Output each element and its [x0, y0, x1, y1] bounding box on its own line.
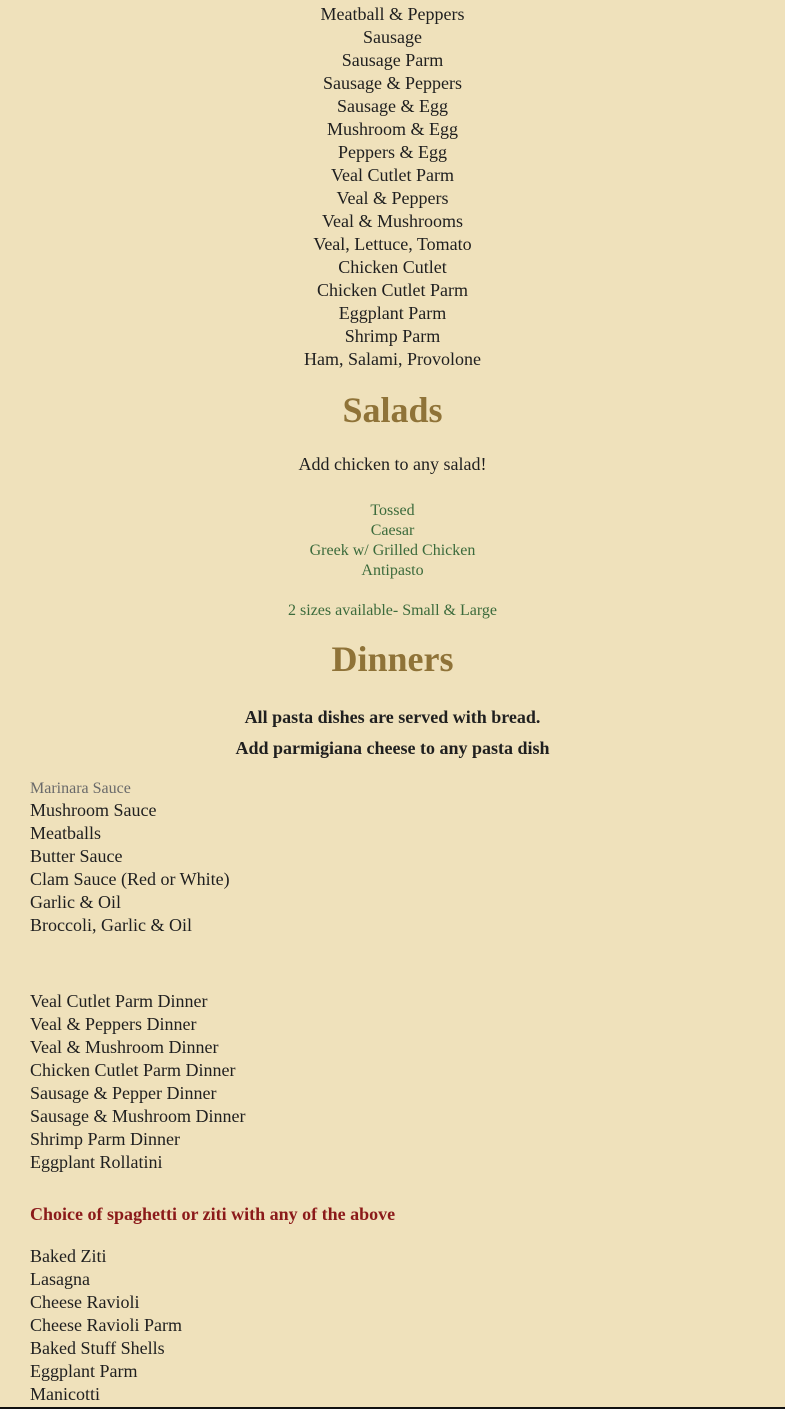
list-item: Veal, Lettuce, Tomato: [313, 234, 472, 254]
list-item: Meatballs: [30, 823, 101, 843]
list-item: Eggplant Rollatini: [30, 1152, 163, 1172]
cheese-note: Add parmigiana cheese to any pasta dish: [235, 738, 550, 758]
list-item: Mushroom & Egg: [326, 119, 458, 139]
list-item: Butter Sauce: [30, 846, 123, 866]
sauces-list: [30, 799, 230, 937]
list-item: Mushroom Sauce: [30, 800, 157, 820]
list-item: Chicken Cutlet: [338, 257, 447, 277]
list-item: Veal & Mushrooms: [322, 211, 463, 231]
entrees-list: [30, 990, 245, 1174]
list-item: Meatball & Peppers: [320, 4, 465, 24]
list-item: Cheese Ravioli Parm: [30, 1315, 182, 1335]
list-item: Antipasto: [361, 562, 424, 579]
list-item: Sausage & Egg: [337, 96, 448, 116]
list-item: Manicotti: [30, 1384, 100, 1404]
list-item: Sausage Parm: [341, 50, 444, 70]
list-item: Sausage & Mushroom Dinner: [30, 1106, 246, 1126]
list-item: Eggplant Parm: [338, 303, 447, 323]
list-item: Lasagna: [30, 1269, 90, 1289]
list-item: Eggplant Parm: [30, 1361, 138, 1381]
list-item: Shrimp Parm: [344, 326, 441, 346]
list-item: Sausage & Pepper Dinner: [30, 1083, 217, 1103]
list-item: Caesar: [370, 522, 415, 539]
subs-list: [0, 3, 785, 371]
list-item: Shrimp Parm Dinner: [30, 1129, 180, 1149]
bread-note: All pasta dishes are served with bread.: [244, 707, 541, 727]
list-item: Chicken Cutlet Parm Dinner: [30, 1060, 236, 1080]
salads-list: [0, 501, 785, 581]
list-item: Peppers & Egg: [338, 142, 447, 162]
list-item: Baked Ziti: [30, 1246, 107, 1266]
pasta-list: [30, 1245, 182, 1406]
list-item: Marinara Sauce: [30, 780, 131, 797]
choice-note: Choice of spaghetti or ziti with any of the above: [30, 1204, 396, 1224]
list-item: Cheese Ravioli: [30, 1292, 140, 1312]
list-item: Veal & Peppers Dinner: [30, 1014, 197, 1034]
list-item: Veal & Mushroom Dinner: [30, 1037, 219, 1057]
list-item: Garlic & Oil: [30, 892, 121, 912]
list-item: Veal & Peppers: [336, 188, 449, 208]
dinners-heading: Dinners: [331, 639, 454, 679]
list-item: Tossed: [370, 502, 415, 519]
list-item: Veal Cutlet Parm Dinner: [30, 991, 208, 1011]
list-item: Sausage: [363, 27, 422, 47]
list-item: Chicken Cutlet Parm: [317, 280, 468, 300]
list-item: Baked Stuff Shells: [30, 1338, 165, 1358]
salad-sizes-note: 2 sizes available- Small & Large: [288, 602, 497, 619]
salad-note: Add chicken to any salad!: [298, 454, 487, 474]
list-item: Greek w/ Grilled Chicken: [309, 542, 476, 559]
list-item: Veal Cutlet Parm: [331, 165, 454, 185]
salads-heading: Salads: [342, 390, 443, 430]
list-item: Clam Sauce (Red or White): [30, 869, 230, 889]
list-item: Broccoli, Garlic & Oil: [30, 915, 192, 935]
list-item: Ham, Salami, Provolone: [304, 349, 481, 369]
list-item: Sausage & Peppers: [323, 73, 462, 93]
